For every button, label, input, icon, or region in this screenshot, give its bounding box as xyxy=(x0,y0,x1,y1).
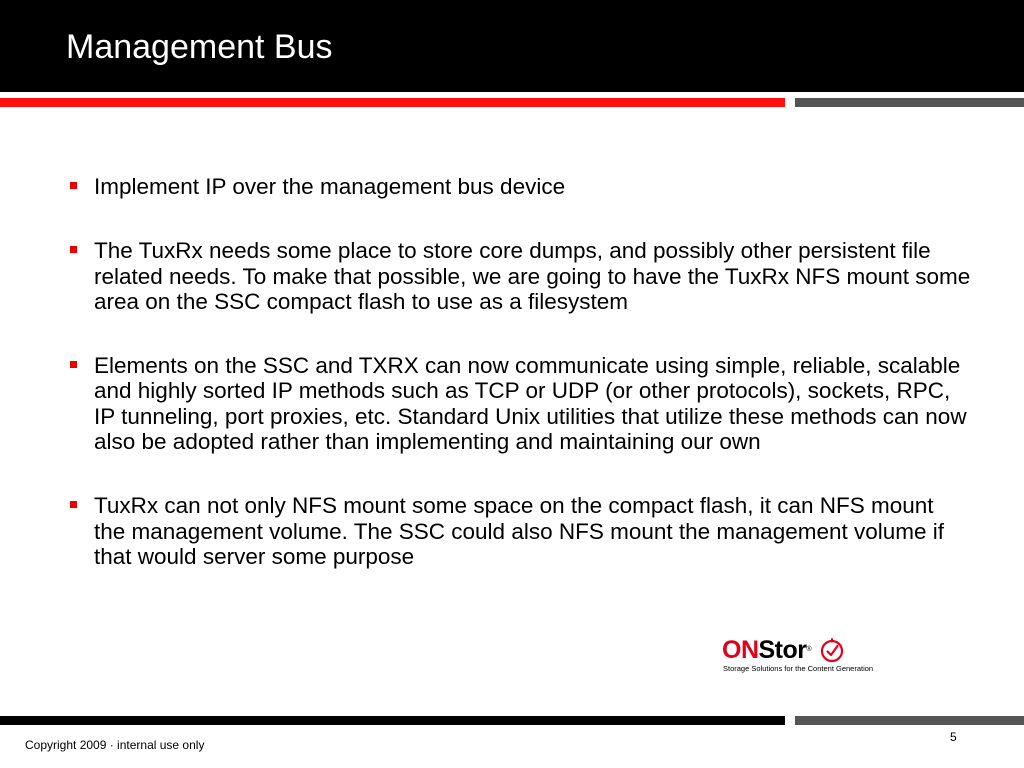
logo-stor-text: Stor xyxy=(758,636,807,664)
header-gray-bar xyxy=(795,98,1024,107)
logo-trademark: ® xyxy=(806,646,812,653)
bullet-item xyxy=(66,174,971,199)
page-number: 5 xyxy=(950,730,957,744)
bullet-square-icon xyxy=(70,246,77,253)
bullet-item xyxy=(66,353,971,454)
bullet-text: Elements on the SSC and TXRX can now communicate using simple, reliable, scalable and highly sorted IP methods such as TCP or UDP (or other protocols), sockets, RPC, IP tunneling, port proxies, etc. Standard Unix utilities that utilize these methods can now also be adopted rather than implementing and maintaining our own xyxy=(94,353,967,455)
footer-black-bar xyxy=(0,716,785,725)
copyright-text: Copyright 2009 · internal use only xyxy=(25,738,205,752)
bullet-square-icon xyxy=(70,182,77,189)
bullet-text: Implement IP over the management bus device xyxy=(94,174,566,199)
bullet-item xyxy=(66,493,971,569)
slide-title: Management Bus xyxy=(66,28,333,66)
logo-on-text: ON xyxy=(722,636,759,664)
bullet-text: The TuxRx needs some place to store core dumps, and possibly other persistent file related needs. To make that possible, we are going to have the TuxRx NFS mount some area on the SSC compact flash to use as a filesystem xyxy=(94,238,971,314)
bullet-text: TuxRx can not only NFS mount some space on the compact flash, it can NFS mount the management volume. The SSC could also NFS mount the management volume if that would server some purpose xyxy=(94,493,945,569)
logo-tagline: Storage Solutions for the Content Generation xyxy=(723,664,874,673)
bullet-square-icon xyxy=(70,361,77,368)
onstor-logo xyxy=(722,636,872,676)
header-red-bar xyxy=(0,98,785,107)
bullet-item xyxy=(66,238,971,314)
bullet-list xyxy=(66,174,971,569)
footer-gray-bar xyxy=(795,716,1024,725)
clock-check-icon xyxy=(819,637,845,663)
logo-wordmark xyxy=(722,636,811,664)
bullet-square-icon xyxy=(70,501,77,508)
